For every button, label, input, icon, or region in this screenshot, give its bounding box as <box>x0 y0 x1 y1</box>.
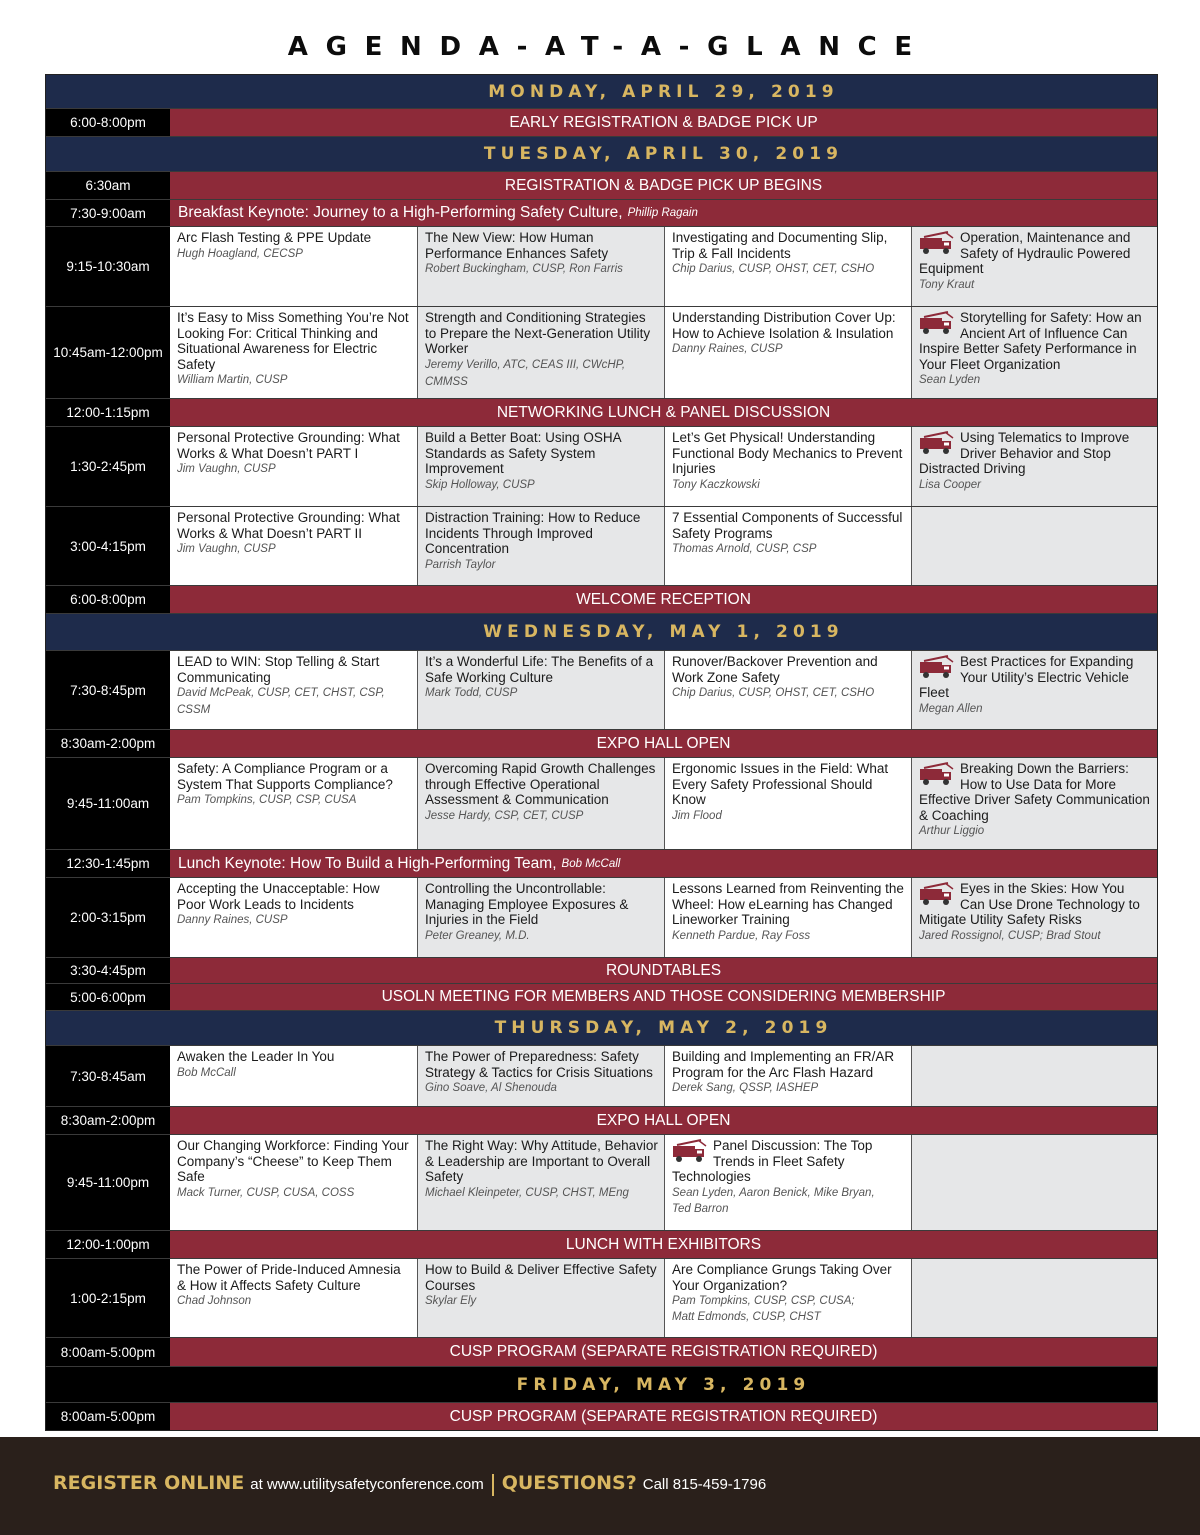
time-cell: 2:00-3:15pm <box>46 878 170 957</box>
session-title: Strength and Conditioning Strategies to Prepare the Next-Generation Utility Worker <box>425 310 651 357</box>
session-row <box>46 758 1157 850</box>
session-cell <box>664 227 911 306</box>
session-title: LEAD to WIN: Stop Telling & Start Communicating <box>177 654 380 685</box>
time-cell: 10:45am-12:00pm <box>46 307 170 398</box>
session-title: The New View: How Human Performance Enhances Safety <box>425 230 609 261</box>
session-row <box>46 1135 1157 1231</box>
session-title: Storytelling for Safety: How an Ancient Art of Influence Can Inspire Better Safety Performance in Your Fleet Organization <box>919 310 1142 372</box>
session-cell <box>664 1046 911 1106</box>
session-row <box>46 1259 1157 1338</box>
session-title: Investigating and Documenting Slip, Trip & Fall Incidents <box>672 230 888 261</box>
time-cell: 9:45-11:00am <box>46 758 170 849</box>
session-speaker: Jim Vaughn, CUSP <box>177 463 276 476</box>
fleet-truck-icon <box>672 1139 709 1164</box>
session-title: It’s Easy to Miss Something You’re Not Looking For: Critical Thinking and Situational Awareness for Electric Safety <box>177 310 409 372</box>
session-title: Building and Implementing an FR/AR Program for the Arc Flash Hazard <box>672 1049 895 1080</box>
session-speaker: Thomas Arnold, CUSP, CSP <box>672 543 817 556</box>
session-cell <box>664 507 911 585</box>
session-cell <box>170 878 417 957</box>
session-cell <box>911 878 1157 957</box>
session-cell <box>911 227 1157 306</box>
session-speaker: Parrish Taylor <box>425 558 496 571</box>
session-cell <box>911 758 1157 849</box>
session-cell <box>170 1259 417 1337</box>
session-cell <box>170 427 417 506</box>
session-speaker: Danny Raines, CUSP <box>177 914 288 927</box>
day-title: MONDAY, APRIL 29, 2019 <box>170 75 1157 108</box>
session-title: The Right Way: Why Attitude, Behavior & Leadership are Important to Overall Safety <box>425 1138 658 1185</box>
time-cell: 6:30am <box>46 172 170 199</box>
time-cell: 12:00-1:15pm <box>46 399 170 426</box>
session-cells <box>170 227 1157 306</box>
session-speaker: Lisa Cooper <box>919 478 982 491</box>
session-cell <box>417 1046 664 1106</box>
session-cell <box>417 878 664 957</box>
day-title: TUESDAY, APRIL 30, 2019 <box>170 137 1157 171</box>
time-cell: 3:00-4:15pm <box>46 507 170 585</box>
session-speaker: Chip Darius, CUSP, OHST, CET, CSHO <box>672 263 875 276</box>
session-title: Our Changing Workforce: Finding Your Company’s “Cheese” to Keep Them Safe <box>177 1138 409 1185</box>
session-cells <box>170 1135 1157 1230</box>
session-cells <box>170 1046 1157 1106</box>
session-cells <box>170 1259 1157 1337</box>
session-speaker: Mark Todd, CUSP <box>425 687 518 700</box>
event-banner: CUSP PROGRAM (SEPARATE REGISTRATION REQUIRED) <box>170 1338 1157 1366</box>
agenda-row <box>46 850 1157 878</box>
time-cell: 1:00-2:15pm <box>46 1259 170 1337</box>
session-cell <box>417 507 664 585</box>
session-cell-empty <box>911 1259 1157 1337</box>
time-cell: 1:30-2:45pm <box>46 427 170 506</box>
time-cell-empty <box>46 75 170 108</box>
agenda-row <box>46 586 1157 614</box>
session-speaker: Sean Lyden, Aaron Benick, Mike Bryan, <box>672 1186 875 1199</box>
session-row <box>46 1046 1157 1107</box>
time-cell: 9:45-11:00pm <box>46 1135 170 1230</box>
session-speaker: Gino Soave, Al Shenouda <box>425 1082 557 1095</box>
session-row <box>46 878 1157 958</box>
session-speaker: Pam Tompkins, CUSP, CSP, CUSA; <box>672 1295 855 1308</box>
keynote-title: Breakfast Keynote: Journey to a High-Performing Safety Culture, <box>178 204 623 221</box>
event-banner: EXPO HALL OPEN <box>170 730 1157 757</box>
time-cell-empty <box>46 1367 170 1402</box>
session-cell <box>417 651 664 729</box>
keynote-speaker: Phillip Ragain <box>627 207 698 219</box>
session-cell <box>170 1046 417 1106</box>
event-banner: CUSP PROGRAM (SEPARATE REGISTRATION REQUIRED) <box>170 1403 1157 1430</box>
session-title: Operation, Maintenance and Safety of Hydraulic Powered Equipment <box>919 230 1131 277</box>
session-cell <box>417 427 664 506</box>
questions-phone: Call 815-459-1796 <box>642 1476 767 1493</box>
session-speaker: Peter Greaney, M.D. <box>425 929 530 942</box>
session-cell <box>417 758 664 849</box>
session-cell-empty <box>911 1046 1157 1106</box>
session-title: Safety: A Compliance Program or a System That Supports Compliance? <box>177 761 393 792</box>
fleet-truck-icon <box>919 882 956 907</box>
footer-line <box>53 1472 766 1498</box>
session-speaker-cont: Matt Edmonds, CUSP, CHST <box>672 1311 821 1324</box>
session-title: Controlling the Uncontrollable: Managing Employee Exposures & Injuries in the Field <box>425 881 629 928</box>
session-cells <box>170 878 1157 957</box>
session-speaker: Jim Flood <box>672 809 722 822</box>
session-title: Using Telematics to Improve Driver Behavior and Stop Distracted Driving <box>919 430 1130 477</box>
time-cell: 3:30-4:45pm <box>46 958 170 983</box>
agenda-row <box>46 958 1157 984</box>
session-speaker: Mack Turner, CUSP, CUSA, COSS <box>177 1186 355 1199</box>
session-cell <box>417 307 664 398</box>
session-cell <box>170 507 417 585</box>
session-cell <box>170 227 417 306</box>
session-speaker: Derek Sang, QSSP, IASHEP <box>672 1082 819 1095</box>
session-speaker: Skip Holloway, CUSP <box>425 478 535 491</box>
questions-label: QUESTIONS? <box>501 1472 637 1494</box>
fleet-truck-icon <box>919 431 956 456</box>
day-header-wednesday <box>46 614 1157 651</box>
keynote-speaker: Bob McCall <box>561 857 621 870</box>
time-cell-empty <box>46 1011 170 1045</box>
session-title: Understanding Distribution Cover Up: How to Achieve Isolation & Insulation <box>672 310 896 341</box>
session-speaker: Chip Darius, CUSP, OHST, CET, CSHO <box>672 687 875 700</box>
fleet-truck-icon <box>919 231 956 256</box>
session-speaker: Bob McCall <box>177 1066 236 1079</box>
session-title: The Power of Preparedness: Safety Strategy & Tactics for Crisis Situations <box>425 1049 653 1080</box>
day-title: THURSDAY, MAY 2, 2019 <box>170 1011 1157 1045</box>
session-title: Best Practices for Expanding Your Utility’s Electric Vehicle Fleet <box>919 654 1134 701</box>
session-cell <box>664 878 911 957</box>
session-cells <box>170 307 1157 398</box>
session-cell-empty <box>911 1135 1157 1230</box>
session-title: Are Compliance Grungs Taking Over Your Organization? <box>672 1262 892 1293</box>
session-title: Panel Discussion: The Top Trends in Fleet Safety Technologies <box>672 1138 873 1185</box>
time-cell: 8:00am-5:00pm <box>46 1338 170 1366</box>
session-title: Distraction Training: How to Reduce Incidents Through Improved Concentration <box>425 510 641 557</box>
session-cells <box>170 507 1157 585</box>
day-header-friday <box>46 1367 1157 1403</box>
session-title: Runover/Backover Prevention and Work Zone Safety <box>672 654 878 685</box>
session-speaker: Tony Kraut <box>919 278 975 291</box>
agenda-table <box>45 74 1158 1431</box>
session-speaker: Arthur Liggio <box>919 825 985 838</box>
keynote-title: Lunch Keynote: How To Build a High-Performing Team, <box>178 854 557 872</box>
agenda-row <box>46 109 1157 137</box>
footer-divider <box>492 1474 494 1496</box>
event-banner: WELCOME RECEPTION <box>170 586 1157 613</box>
time-cell: 8:30am-2:00pm <box>46 730 170 757</box>
session-cell <box>170 758 417 849</box>
time-cell: 7:30-8:45pm <box>46 651 170 729</box>
register-label: REGISTER ONLINE <box>53 1472 245 1494</box>
session-cell <box>911 427 1157 506</box>
session-cells <box>170 651 1157 729</box>
session-row <box>46 507 1157 586</box>
session-cell <box>664 651 911 729</box>
fleet-truck-icon <box>919 311 956 336</box>
session-title: Overcoming Rapid Growth Challenges through Effective Operational Assessment & Communication <box>425 761 656 808</box>
session-speaker: Kenneth Pardue, Ray Foss <box>672 929 811 942</box>
session-title: Eyes in the Skies: How You Can Use Drone Technology to Mitigate Utility Safety Risks <box>919 881 1140 928</box>
session-cell <box>417 227 664 306</box>
session-cell <box>664 1135 911 1230</box>
time-cell: 6:00-8:00pm <box>46 586 170 613</box>
session-cell <box>664 427 911 506</box>
session-cell <box>664 758 911 849</box>
session-title: Personal Protective Grounding: What Works & What Doesn’t PART I <box>177 430 400 461</box>
keynote-banner <box>170 850 1157 877</box>
session-speaker: Sean Lyden <box>919 374 981 387</box>
fleet-truck-icon <box>919 762 956 787</box>
time-cell-empty <box>46 137 170 171</box>
session-cells <box>170 427 1157 506</box>
session-title: Build a Better Boat: Using OSHA Standards as Safety System Improvement <box>425 430 621 477</box>
session-row <box>46 427 1157 507</box>
keynote-banner <box>170 200 1157 226</box>
session-title: Accepting the Unacceptable: How Poor Work Leads to Incidents <box>177 881 380 912</box>
session-title: The Power of Pride-Induced Amnesia & How it Affects Safety Culture <box>177 1262 401 1293</box>
time-cell: 6:00-8:00pm <box>46 109 170 136</box>
session-cells <box>170 758 1157 849</box>
event-banner: EXPO HALL OPEN <box>170 1107 1157 1134</box>
session-speaker: David McPeak, CUSP, CET, CHST, CSP, CSSM <box>177 687 385 717</box>
agenda-row <box>46 1403 1157 1430</box>
day-header-thursday <box>46 1011 1157 1046</box>
agenda-row <box>46 1338 1157 1367</box>
session-title: Breaking Down the Barriers: How to Use Data for More Effective Driver Safety Communication & Coaching <box>919 761 1150 823</box>
session-cell <box>664 307 911 398</box>
day-title: FRIDAY, MAY 3, 2019 <box>170 1367 1157 1402</box>
footer <box>0 1437 1200 1535</box>
session-title: Arc Flash Testing & PPE Update <box>177 230 372 245</box>
session-speaker: Skylar Ely <box>425 1295 477 1308</box>
session-speaker: Tony Kaczkowski <box>672 478 760 491</box>
day-title: WEDNESDAY, MAY 1, 2019 <box>170 614 1157 650</box>
agenda-row <box>46 172 1157 200</box>
time-cell: 9:15-10:30am <box>46 227 170 306</box>
session-speaker: Robert Buckingham, CUSP, Ron Farris <box>425 263 623 276</box>
time-cell: 8:30am-2:00pm <box>46 1107 170 1134</box>
session-cell <box>911 307 1157 398</box>
session-title: Personal Protective Grounding: What Works & What Doesn’t PART II <box>177 510 400 541</box>
event-banner: LUNCH WITH EXHIBITORS <box>170 1231 1157 1258</box>
time-cell-empty <box>46 614 170 650</box>
day-header-monday <box>46 75 1157 109</box>
event-banner: NETWORKING LUNCH & PANEL DISCUSSION <box>170 399 1157 426</box>
session-speaker: Danny Raines, CUSP <box>672 343 783 356</box>
register-url[interactable]: at www.utilitysafetyconference.com <box>250 1476 484 1493</box>
session-title: Awaken the Leader In You <box>177 1049 335 1064</box>
agenda-row <box>46 1107 1157 1135</box>
session-row <box>46 651 1157 730</box>
session-cell <box>911 651 1157 729</box>
session-speaker: Jim Vaughn, CUSP <box>177 543 276 556</box>
session-title: Ergonomic Issues in the Field: What Every Safety Professional Should Know <box>672 761 889 808</box>
session-speaker: Michael Kleinpeter, CUSP, CHST, MEng <box>425 1186 629 1199</box>
agenda-row <box>46 399 1157 427</box>
session-cell <box>170 1135 417 1230</box>
session-cell <box>417 1135 664 1230</box>
time-cell: 12:00-1:00pm <box>46 1231 170 1258</box>
session-speaker: Jesse Hardy, CSP, CET, CUSP <box>425 809 584 822</box>
session-title: How to Build & Deliver Effective Safety Courses <box>425 1262 657 1293</box>
session-row <box>46 227 1157 307</box>
session-speaker: William Martin, CUSP <box>177 374 288 387</box>
agenda-row <box>46 730 1157 758</box>
time-cell: 7:30-9:00am <box>46 200 170 226</box>
session-title: Let’s Get Physical! Understanding Functional Body Mechanics to Prevent Injuries <box>672 430 903 477</box>
page-title: AGENDA-AT-A-GLANCE <box>287 32 930 62</box>
session-cell <box>170 307 417 398</box>
event-banner: ROUNDTABLES <box>170 958 1157 983</box>
event-banner: EARLY REGISTRATION & BADGE PICK UP <box>170 109 1157 136</box>
session-row <box>46 307 1157 399</box>
session-cell-empty <box>911 507 1157 585</box>
event-banner: USOLN MEETING FOR MEMBERS AND THOSE CONSIDERING MEMBERSHIP <box>170 984 1157 1010</box>
agenda-row <box>46 984 1157 1011</box>
day-header-tuesday <box>46 137 1157 172</box>
session-cell <box>170 651 417 729</box>
time-cell: 7:30-8:45am <box>46 1046 170 1106</box>
session-cell <box>664 1259 911 1337</box>
session-speaker: Pam Tompkins, CUSP, CSP, CUSA <box>177 794 357 807</box>
event-banner: REGISTRATION & BADGE PICK UP BEGINS <box>170 172 1157 199</box>
session-speaker: Megan Allen <box>919 702 983 715</box>
session-speaker-cont: Ted Barron <box>672 1202 729 1215</box>
time-cell: 12:30-1:45pm <box>46 850 170 877</box>
session-speaker: Jared Rossignol, CUSP; Brad Stout <box>919 929 1101 942</box>
session-speaker: Hugh Hoagland, CECSP <box>177 247 303 260</box>
fleet-truck-icon <box>919 655 956 680</box>
time-cell: 8:00am-5:00pm <box>46 1403 170 1430</box>
session-speaker: Jeremy Verillo, ATC, CEAS III, CWcHP, CMMSS <box>425 358 626 388</box>
session-speaker: Chad Johnson <box>177 1295 252 1308</box>
session-title: Lessons Learned from Reinventing the Wheel: How eLearning has Changed Lineworker Training <box>672 881 904 928</box>
session-cell <box>417 1259 664 1337</box>
session-title: It’s a Wonderful Life: The Benefits of a Safe Working Culture <box>425 654 654 685</box>
agenda-row <box>46 1231 1157 1259</box>
agenda-row <box>46 200 1157 227</box>
session-title: 7 Essential Components of Successful Safety Programs <box>672 510 903 541</box>
time-cell: 5:00-6:00pm <box>46 984 170 1010</box>
